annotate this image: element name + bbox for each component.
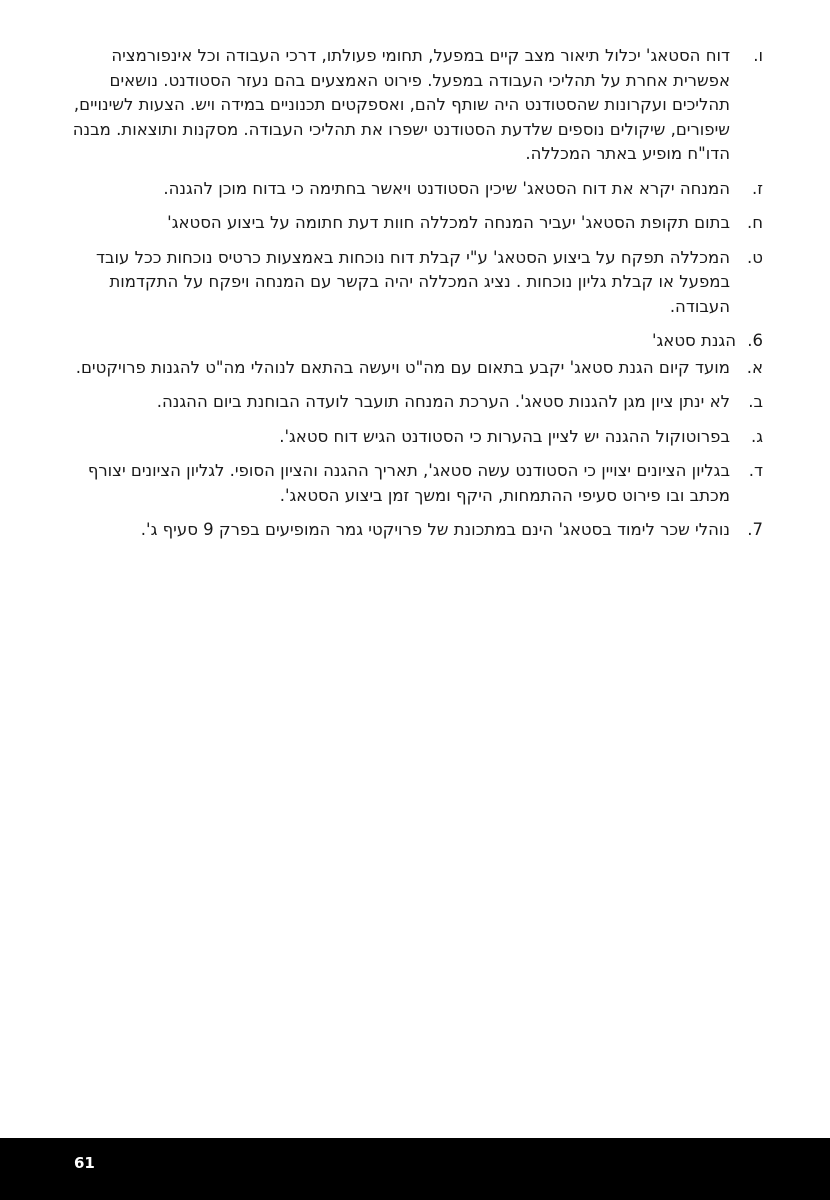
section-7-text: נוהלי שכר לימוד בסטאג' הינם במתכונת של פרויקטי גמר המופיעים בפרק 9 סעיף ג'. xyxy=(140,520,730,539)
list-item-tet xyxy=(60,246,763,320)
list-item-text: המנחה יקרא את דוח הסטאג' שיכין הסטודנט ויאשר בחתימה כי בדוח מוכן להגנה. xyxy=(163,178,730,198)
section-6-heading xyxy=(60,329,763,354)
list-item-text: לא ינתן ציון מגן להגנות סטאג'. הערכת המנחה תועבר לועדה הבוחנת ביום ההגנה. xyxy=(156,392,730,411)
list-item-bet xyxy=(60,390,763,415)
list-item-text: בפרוטוקול ההגנה יש לציין בהערות כי הסטודנט הגיש דוח סטאג'. xyxy=(279,426,730,446)
list-item-zayin xyxy=(60,177,763,202)
list-item-vav xyxy=(60,44,763,167)
list-item-dalet xyxy=(60,459,763,508)
page-number: 61 xyxy=(74,1154,95,1172)
section-number: .6 xyxy=(747,331,763,350)
section-7 xyxy=(60,518,763,543)
list-marker: ח. xyxy=(746,213,763,232)
page-footer xyxy=(0,1138,830,1200)
list-item-het xyxy=(60,211,763,236)
list-item-text: בתום תקופת הסטאג' יעביר המנחה למכללה חוות דעת חתומה על ביצוע הסטאג' xyxy=(167,213,730,232)
list-marker: ט. xyxy=(747,247,763,267)
list-item-alef xyxy=(60,356,763,381)
list-item-text: המכללה תפקח על ביצוע הסטאג' ע"י קבלת דוח נוכחות באמצעות כרטיס נוכחות ככל עובד במפעל או קבלת גליון נוכחות . נציג המכללה יהיה בקשר עם המנחה ויפקח על התקדמות העבודה. xyxy=(96,247,730,316)
document-body xyxy=(60,44,763,553)
list-marker: ו. xyxy=(753,46,763,65)
list-item-text: דוח הסטאג' יכלול תיאור מצב קיים במפעל, תחומי פעולתו, דרכי העבודה וכל אינפורמציה אפשרית אחרת על תהליכי העבודה במפעל. פירוט האמצעים בהם נעזר הסטודנט. נושאים תהליכים ועקרונות שהסטודנט היה שותף להם, ואספקטים תכנוניים במידה ויש. הצעות לשינויים, שיפורים, שיקולים נוספים שלדעת הסטודנט ישפרו את תהליכי העבודה. מסקנות ותוצאות. מבנה הדו"ח מופיע באתר המכללה. xyxy=(72,46,730,163)
list-marker: ד. xyxy=(748,461,763,480)
list-marker: ז. xyxy=(752,178,763,198)
section-number: .7 xyxy=(747,520,763,539)
list-marker: ב. xyxy=(748,392,763,411)
section-title: הגנת סטאג' xyxy=(651,331,736,350)
list-marker: א. xyxy=(746,357,763,377)
list-item-text: מועד קיום הגנת סטאג' יקבע בתאום עם מה"ט ויעשה בהתאם לנוהלי מה"ט להגנות פרויקטים. xyxy=(75,357,730,377)
list-item-text: בגליון הציונים יצויין כי הסטודנט עשה סטאג', תאריך ההגנה והציון הסופי. לגליון הציונים יצורף מכתב ובו פירוט סעיפי ההתמחות, היקף ומשך זמן ביצוע הסטאג'. xyxy=(87,461,730,505)
list-item-gimel xyxy=(60,425,763,450)
list-marker: ג. xyxy=(750,426,763,446)
